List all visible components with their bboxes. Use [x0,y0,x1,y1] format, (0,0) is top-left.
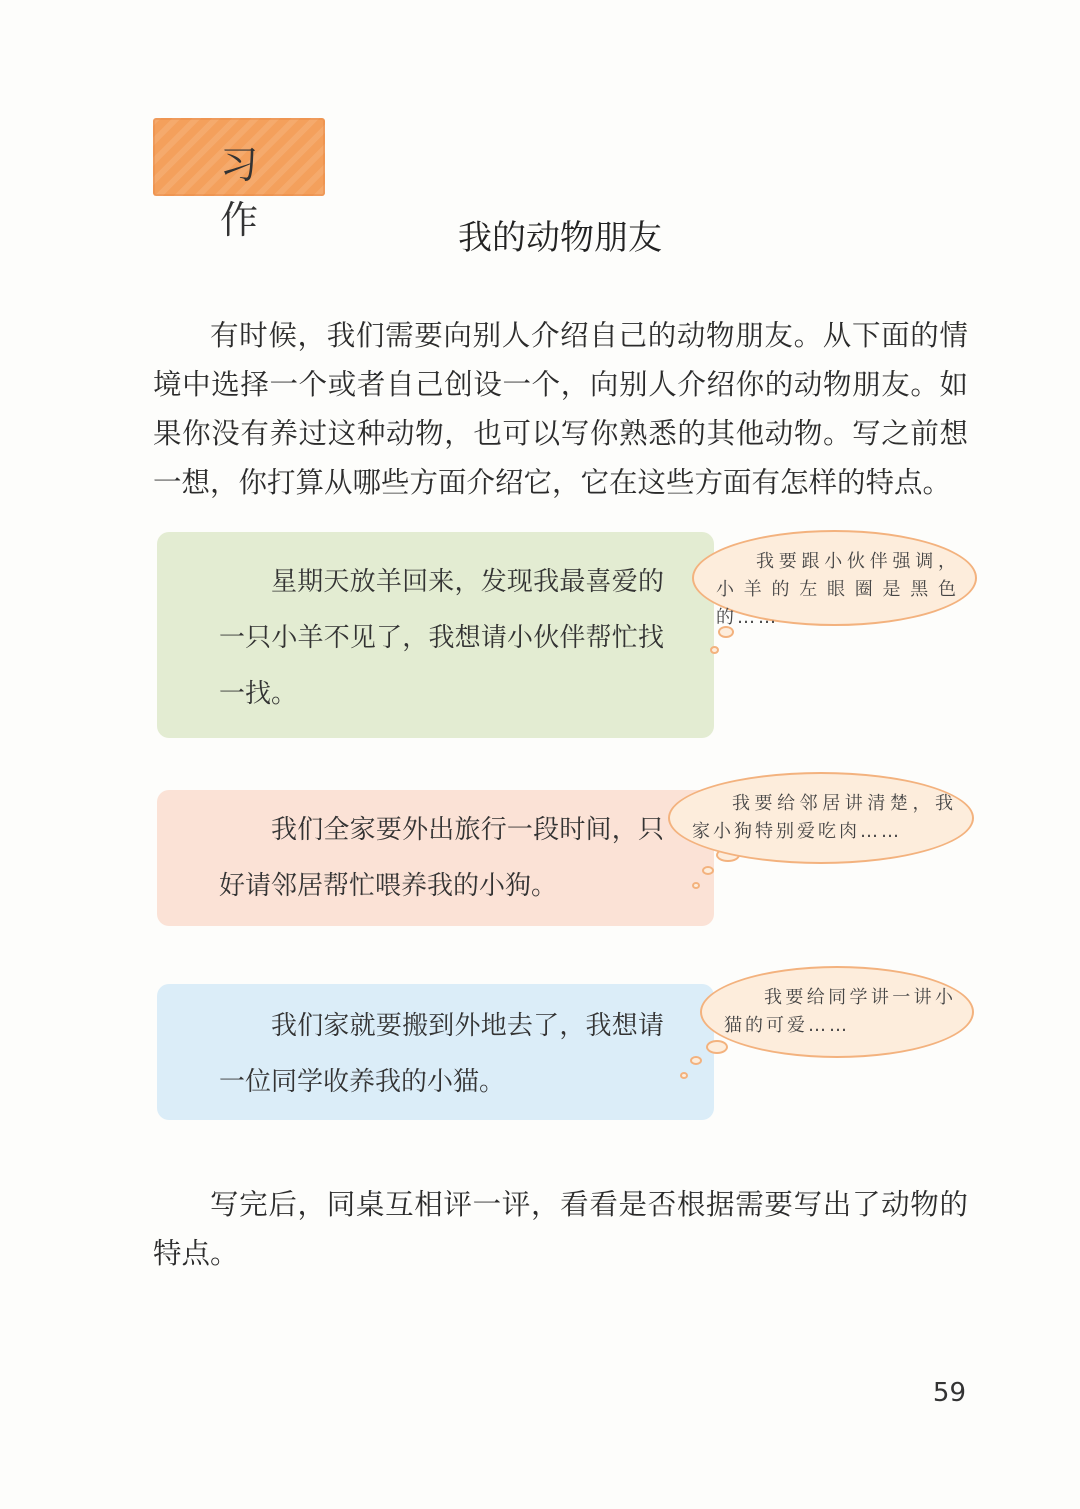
thought-bubble-text: 我要给同学讲一讲小猫的可爱…… [724,987,956,1036]
scenario-text: 我们家就要搬到外地去了，我想请一位同学收养我的小猫。 [219,1011,664,1097]
scenario-box-cat [157,984,714,1120]
thought-dot [702,866,714,875]
section-tag [153,118,325,242]
thought-dot [710,646,719,654]
scenario-box-sheep [157,532,714,738]
page-title: 我的动物朋友 [458,218,662,258]
thought-bubble-text: 我要给邻居讲清楚，我家小狗特别爱吃肉…… [692,793,956,842]
scenario-box-dog [157,790,714,926]
scenario-text: 星期天放羊回来，发现我最喜爱的一只小羊不见了，我想请小伙伴帮忙找一找。 [219,567,664,709]
thought-dot [692,882,700,889]
section-tag-label: 习 作 [219,143,290,242]
thought-bubble-dog [668,772,974,864]
thought-bubble-cat [700,966,974,1058]
page-number: 59 [932,1378,966,1408]
thought-bubble-text: 我要跟小伙伴强调，小羊的左眼圈是黑色的…… [716,551,959,628]
thought-dot [690,1056,702,1065]
thought-dot [680,1072,688,1079]
thought-bubble-sheep [692,530,977,626]
intro-paragraph: 有时候，我们需要向别人介绍自己的动物朋友。从下面的情境中选择一个或者自己创设一个，向别人介绍你的动物朋友。如果你没有养过这种动物，也可以写你熟悉的其他动物。写之前想一想，你打算从哪些方面介绍它，它在这些方面有怎样的特点。 [153,319,968,499]
scenario-text: 我们全家要外出旅行一段时间，只好请邻居帮忙喂养我的小狗。 [219,815,664,901]
outro-paragraph: 写完后，同桌互相评一评，看看是否根据需要写出了动物的特点。 [153,1188,968,1270]
thought-dot [706,1040,728,1054]
